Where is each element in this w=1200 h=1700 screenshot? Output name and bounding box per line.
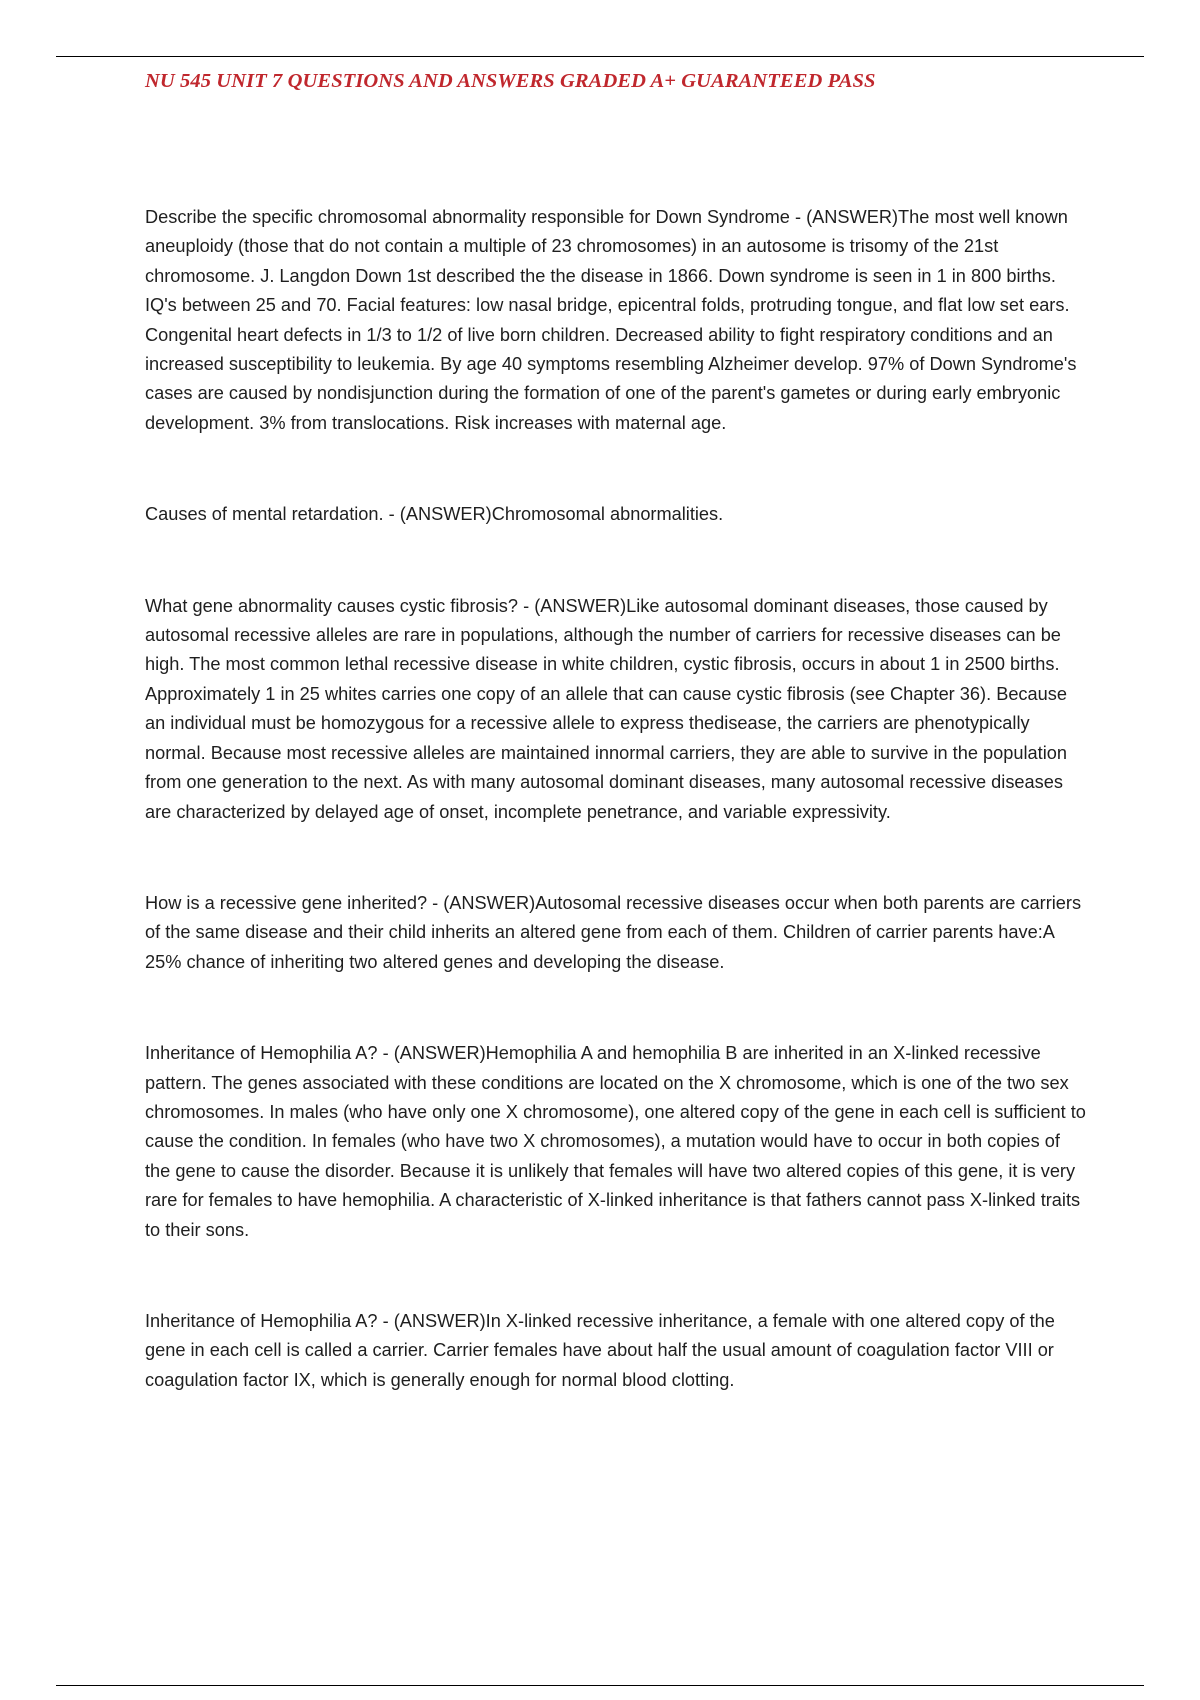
answer-marker: (ANSWER) bbox=[806, 207, 899, 227]
separator: - bbox=[789, 207, 807, 227]
separator: - bbox=[377, 1043, 394, 1064]
separator: - bbox=[383, 504, 400, 525]
question-text: How is a recessive gene inherited? bbox=[145, 892, 428, 913]
qa-list bbox=[145, 203, 1090, 1395]
qa-item bbox=[145, 889, 1090, 977]
question-text: Causes of mental retardation. bbox=[145, 504, 384, 525]
qa-item bbox=[145, 592, 1090, 827]
separator: - bbox=[427, 892, 444, 913]
answer-text: Autosomal recessive diseases occur when both parents are carriers of the same disease and their child inherits an altered gene from each of them. Children of carrier parents have:A 25% chance of inheriting two altered genes and developing the disease. bbox=[145, 892, 1082, 972]
answer-text: In X-linked recessive inheritance, a female with one altered copy of the gene in each cell is called a carrier. Carrier females have about half the usual amount of coagulation factor VIII or coagulation factor IX, which is generally enough for normal blood clotting. bbox=[145, 1310, 1055, 1390]
answer-marker: (ANSWER) bbox=[393, 1043, 486, 1064]
answer-marker: (ANSWER) bbox=[393, 1310, 486, 1331]
qa-item bbox=[145, 1307, 1090, 1395]
question-text: Inheritance of Hemophilia A? bbox=[145, 1043, 378, 1064]
answer-marker: (ANSWER) bbox=[399, 504, 492, 525]
document-title: NU 545 UNIT 7 QUESTIONS AND ANSWERS GRADED A+ GUARANTEED PASS bbox=[145, 70, 876, 92]
qa-item bbox=[145, 500, 1090, 529]
question-text: What gene abnormality causes cystic fibrosis? bbox=[145, 595, 519, 616]
qa-item bbox=[145, 203, 1090, 438]
answer-marker: (ANSWER) bbox=[443, 892, 536, 913]
question-text: Inheritance of Hemophilia A? bbox=[145, 1310, 378, 1331]
separator: - bbox=[518, 595, 535, 616]
answer-text: Hemophilia A and hemophilia B are inherited in an X-linked recessive pattern. The genes associated with these conditions are located on the X chromosome, which is one of the two sex chromosomes. In males (who have only one X chromosome), one altered copy of the gene in each cell is sufficient to cause the condition. In females (who have two X chromosomes), a mutation would have to occur in both copies of the gene to cause the disorder. Because it is unlikely that females will have two altered copies of this gene, it is very rare for females to have hemophilia. A characteristic of X-linked inheritance is that fathers cannot pass X-linked traits to their sons. bbox=[145, 1043, 1086, 1240]
answer-marker: (ANSWER) bbox=[534, 595, 627, 616]
bottom-rule bbox=[56, 1685, 1144, 1686]
qa-item bbox=[145, 1039, 1090, 1245]
answer-text: Like autosomal dominant diseases, those caused by autosomal recessive alleles are rare in populations, although the number of carriers for recessive diseases can be high. The most common lethal recessive disease in white children, cystic fibrosis, occurs in about 1 in 2500 births. Approximately 1 in 25 whites carries one copy of an allele that can cause cystic fibrosis (see Chapter 36). Because an individual must be homozygous for a recessive allele to express thedisease, the carriers are phenotypically normal. Because most recessive alleles are maintained innormal carriers, they are able to survive in the population from one generation to the next. As with many autosomal dominant diseases, many autosomal recessive diseases are characterized by delayed age of onset, incomplete penetrance, and variable expressivity. bbox=[145, 595, 1067, 822]
top-rule bbox=[56, 56, 1144, 57]
answer-text: Chromosomal abnormalities. bbox=[491, 504, 724, 525]
answer-text: The most well known aneuploidy (those that do not contain a multiple of 23 chromosomes) in an autosome is trisomy of the 21st chromosome. J. Langdon Down 1st described the the disease in 1866. Down syndrome is seen in 1 in 800 births. IQ's between 25 and 70. Facial features: low nasal bridge, epicentral folds, protruding tongue, and flat low set ears. Congenital heart defects in 1/3 to 1/2 of live born children. Decreased ability to fight respiratory conditions and an increased susceptibility to leukemia. By age 40 symptoms resembling Alzheimer develop. 97% of Down Syndrome's cases are caused by nondisjunction during the formation of one of the parent's gametes or during early embryonic development. 3% from translocations. Risk increases with maternal age. bbox=[145, 207, 1077, 433]
question-text: Describe the specific chromosomal abnormality responsible for Down Syndrome bbox=[145, 207, 790, 227]
separator: - bbox=[377, 1310, 394, 1331]
